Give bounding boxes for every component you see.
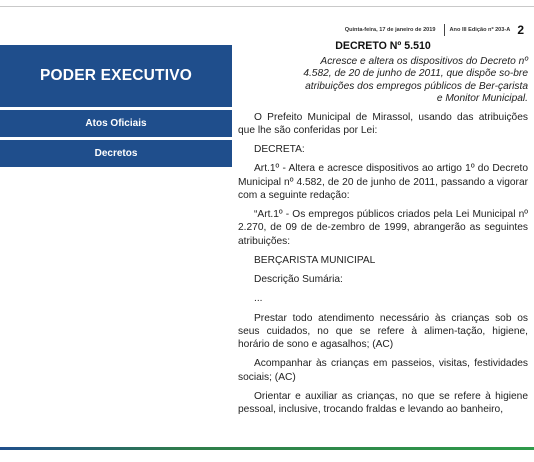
section-banner: PODER EXECUTIVO	[0, 45, 232, 107]
page-header	[345, 22, 524, 38]
top-divider	[0, 6, 534, 7]
footer-color-bar	[0, 447, 534, 450]
paragraph: O Prefeito Municipal de Mirassol, usando das atribuições que lhe são conferidas por Lei:	[238, 111, 528, 136]
header-date: Quinta-feira, 17 de janeiro de 2019	[344, 27, 436, 33]
paragraph: BERÇARISTA MUNICIPAL	[254, 254, 376, 266]
paragraph: “Art.1º - Os empregos públicos criados pela Lei Municipal nº 2.270, de 09 de de-zembro de 1999, abrangerão as seguintes atribuições:	[238, 209, 528, 247]
paragraph: ...	[254, 293, 263, 305]
paragraph: Descrição Sumária:	[254, 274, 343, 286]
page-number: 2	[517, 23, 524, 37]
decree-ementa: Acresce e altera os dispositivos do Decreto nº 4.582, de 20 de junho de 2011, que dispõe so-bre atribuições dos empregos públicos de Ber-çarista e Monitor Municipal.	[303, 55, 528, 105]
header-edition: Ano III Edição nº 203-A	[449, 27, 511, 33]
sidebar-item-decretos[interactable]: Decretos	[0, 140, 232, 167]
paragraph: Prestar todo atendimento necessário às crianças sob os seus cuidados, no que se refere à alimen-tação, higiene, horário de sono e agasalhos; (AC)	[238, 312, 528, 351]
header-separator	[444, 24, 445, 36]
paragraph: Acompanhar às crianças em passeios, visitas, festividades sociais; (AC)	[238, 358, 528, 383]
decree-title: DECRETO Nº 5.510	[335, 40, 431, 52]
document-body	[238, 40, 528, 422]
paragraph: Art.1º - Altera e acresce dispositivos ao artigo 1º do Decreto Municipal nº 4.582, de 20 de junho de 2011, passando a vigorar com a seguinte redação:	[238, 163, 528, 201]
sidebar	[0, 45, 232, 167]
paragraph: DECRETA:	[254, 144, 305, 156]
sidebar-item-atos-oficiais[interactable]: Atos Oficiais	[0, 110, 232, 137]
paragraph: Orientar e auxiliar as crianças, no que se refere à higiene pessoal, inclusive, trocando fraldas e levando ao banheiro,	[238, 390, 528, 416]
